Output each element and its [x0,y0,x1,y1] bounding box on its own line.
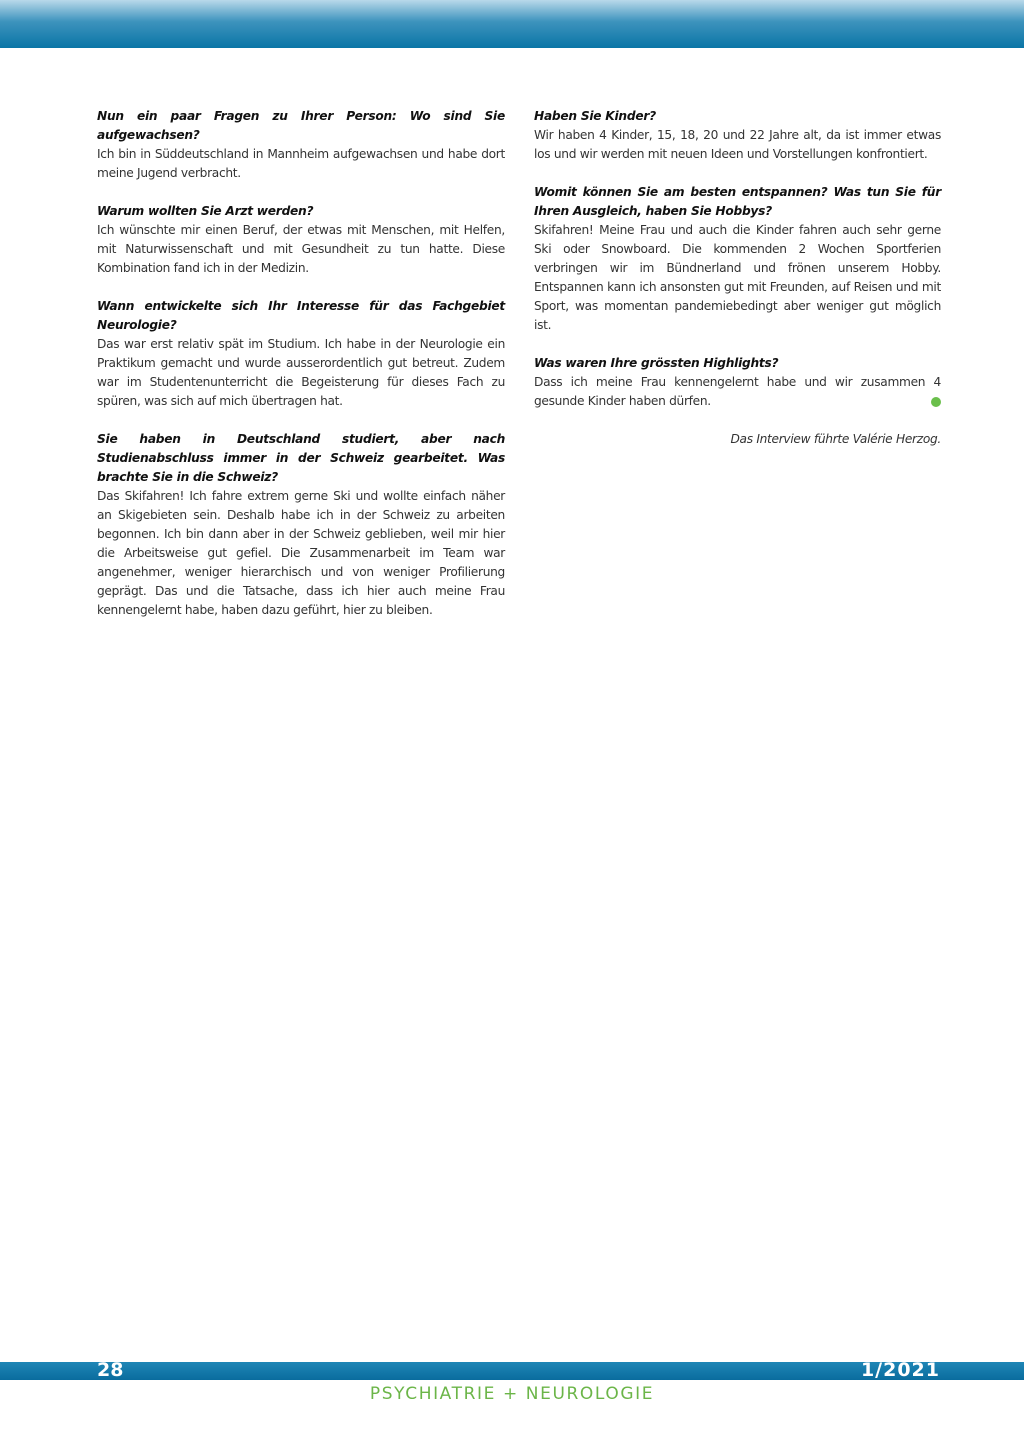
question: Wann entwickelte sich Ihr Interesse für das Fachgebiet Neurologie? [97,299,505,332]
qa-block [534,354,941,411]
answer: Das war erst relativ spät im Studium. Ich habe in der Neurologie ein Praktikum gemacht und wurde ausserordentlich gut betreut. Zudem war im Studentenunterricht die Begeisterung für dieses Fach zu spüren, was sich auf mich übertragen hat. [97,337,505,408]
answer: Wir haben 4 Kinder, 15, 18, 20 und 22 Jahre alt, da ist immer etwas los und wir werden mit neuen Ideen und Vorstellungen konfrontiert. [534,128,941,161]
question: Nun ein paar Fragen zu Ihrer Person: Wo sind Sie aufgewachsen? [97,109,505,142]
question: Sie haben in Deutschland studiert, aber nach Studienabschluss immer in der Schweiz gearbeitet. Was brachte Sie in die Schweiz? [97,432,505,484]
qa-block [97,297,505,411]
qa-block [534,107,941,164]
journal-title: PSYCHIATRIE + NEUROLOGIE [369,1384,655,1404]
answer: Ich bin in Süddeutschland in Mannheim aufgewachsen und habe dort meine Jugend verbracht. [97,147,505,180]
qa-block [97,107,505,183]
right-column [534,107,941,449]
qa-block [97,430,505,620]
question: Womit können Sie am besten entspannen? Was tun Sie für Ihren Ausgleich, haben Sie Hobbys? [534,185,941,218]
left-column [97,107,505,639]
issue-number: 1/2021 [860,1359,940,1381]
answer: Das Skifahren! Ich fahre extrem gerne Ski und wollte einfach näher an Skigebieten sein. Deshalb habe ich in der Schweiz zu arbeiten begonnen. Ich bin dann aber in der Schweiz geblieben, weil mir hier die Arbeitsweise gut gefiel. Die Zusammenarbeit im Team war angenehmer, weniger hierarchisch und von weniger Profilierung geprägt. Das und die Tatsache, dass ich hier auch meine Frau kennengelernt habe, haben dazu geführt, hier zu bleiben. [97,489,505,617]
interview-credit: Das Interview führte Valérie Herzog. [730,432,941,446]
header-band [0,0,1024,48]
answer: Skifahren! Meine Frau und auch die Kinder fahren auch sehr gerne Ski oder Snowboard. Die kommenden 2 Wochen Sportferien verbringen wir im Bündnerland und frönen unserem Hobby. Entspannen kann ich ansonsten gut mit Freunden, auf Reisen und mit Sport, was momentan pandemiebedingt aber weniger gut möglich ist. [534,223,941,332]
qa-block [534,183,941,335]
question: Haben Sie Kinder? [534,109,656,123]
final-answer-wrapper [534,373,941,411]
article-end-marker-icon [931,397,941,407]
answer: Ich wünschte mir einen Beruf, der etwas mit Menschen, mit Helfen, mit Naturwissenschaft und mit Gesundheit zu tun hatte. Diese Kombination fand ich in der Medizin. [97,223,505,275]
page-number: 28 [97,1359,124,1381]
question: Warum wollten Sie Arzt werden? [97,204,314,218]
answer: Dass ich meine Frau kennengelernt habe und wir zusammen 4 gesunde Kinder haben dürfen. [534,375,941,408]
question: Was waren Ihre grössten Highlights? [534,356,779,370]
qa-block [97,202,505,278]
